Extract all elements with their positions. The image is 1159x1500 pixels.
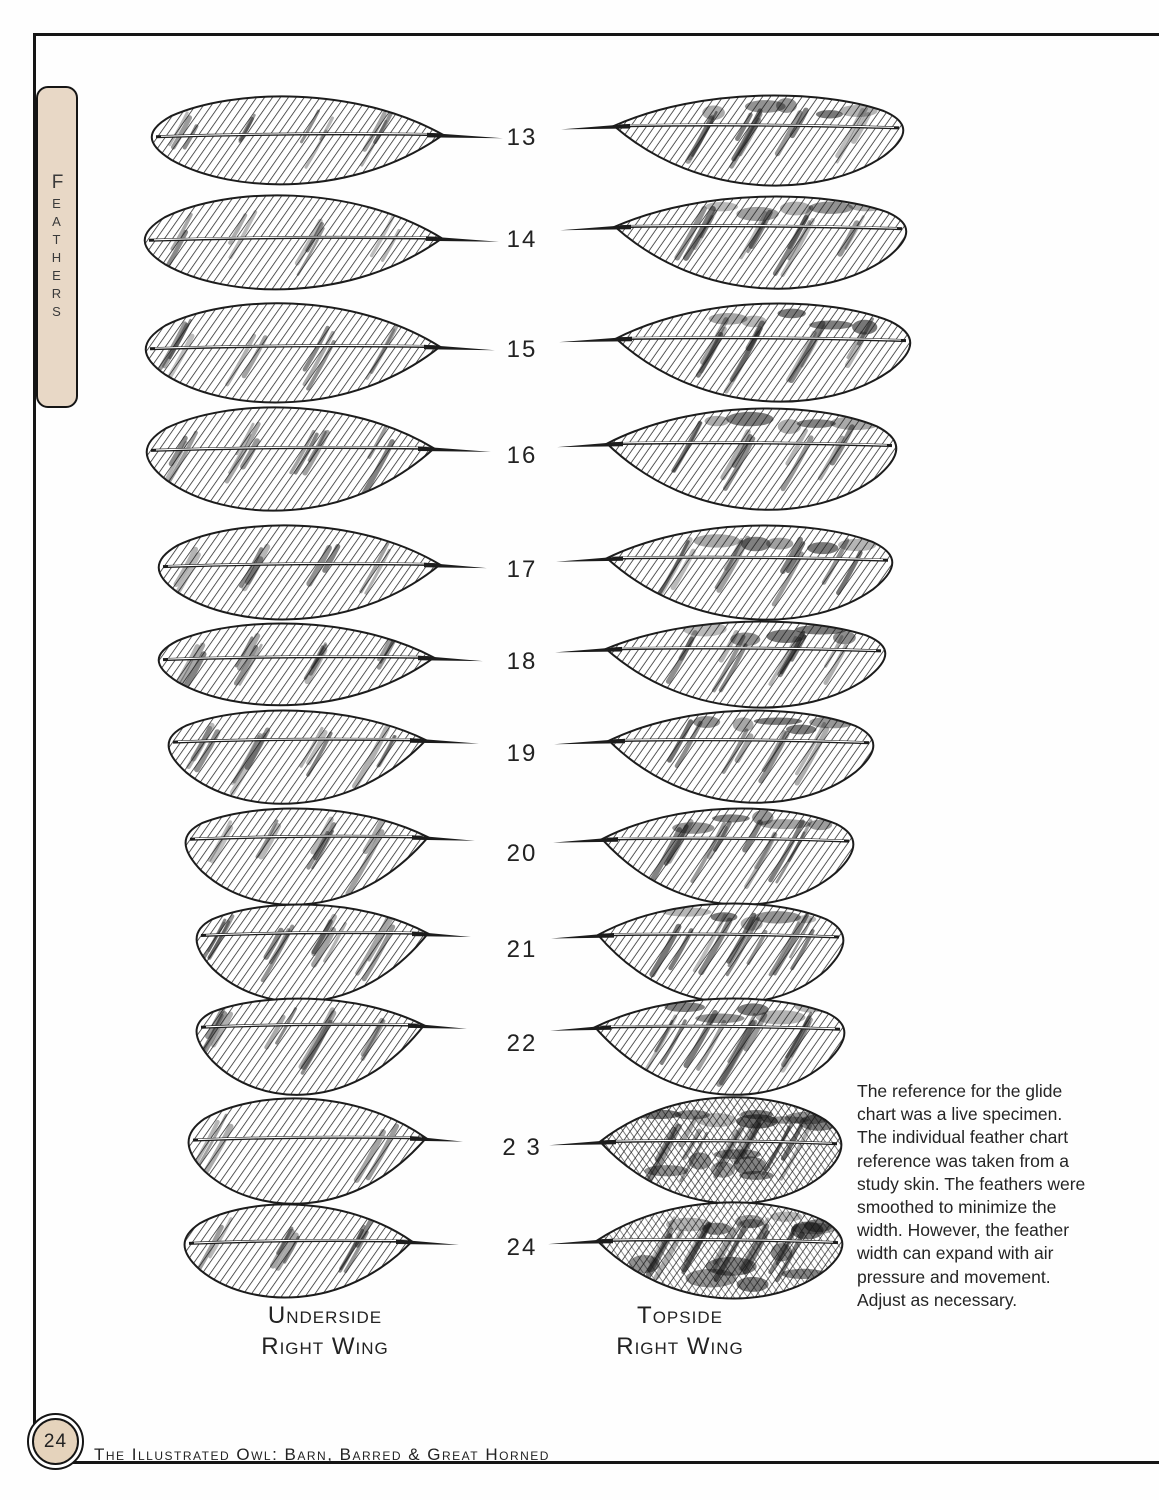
feather-topside-14	[557, 189, 915, 295]
note-paragraph: The reference for the glide chart was a live specimen. The individual feather chart reference was taken from a study skin. The feathers were smoothed to minimize the width. However, the feather width can expand with air pressure and movement. Adjust as necessary.	[857, 1081, 1086, 1310]
feather-topside-18	[552, 614, 894, 714]
feathers-tab-label: Feathers	[47, 172, 68, 322]
feather-topside-holder-18	[552, 614, 894, 714]
feather-topside-holder-20	[550, 801, 862, 911]
feather-underside-13	[143, 89, 506, 191]
feather-number: 16	[506, 442, 538, 469]
feather-topside-holder-14	[557, 189, 915, 295]
feather-topside-13	[558, 88, 912, 192]
feather-topside-17	[553, 518, 901, 626]
feather-underside-14	[136, 188, 502, 296]
feather-underside-holder-17	[150, 518, 490, 626]
feather-number: 20	[506, 840, 538, 867]
feather-number: 17	[506, 556, 538, 583]
feather-underside-holder-20	[177, 801, 478, 911]
feather-number: 2 3	[502, 1134, 542, 1161]
feather-topside-23	[546, 1090, 850, 1210]
underside-label-line1: Underside	[267, 1302, 383, 1329]
feather-number: 18	[506, 648, 538, 675]
feather-topside-20	[550, 801, 862, 911]
feather-underside-holder-22	[188, 991, 470, 1101]
feather-number: 14	[506, 226, 538, 253]
feather-underside-holder-18	[150, 616, 486, 712]
feather-topside-holder-23	[546, 1090, 850, 1210]
feather-topside-holder-22	[547, 991, 853, 1101]
underside-column-label	[205, 1300, 445, 1362]
feather-topside-22	[547, 991, 853, 1101]
feather-underside-22	[188, 991, 470, 1101]
page-number: 24	[32, 1418, 79, 1465]
feather-topside-holder-15	[556, 296, 919, 408]
feather-number: 13	[506, 124, 538, 151]
feather-underside-18	[150, 616, 486, 712]
page-number-badge	[27, 1413, 84, 1470]
feather-topside-19	[551, 703, 882, 809]
feather-underside-holder-13	[143, 89, 506, 191]
feather-number: 24	[506, 1234, 538, 1261]
topside-label-line2: Right Wing	[616, 1333, 744, 1360]
feather-topside-holder-13	[558, 88, 912, 192]
feather-underside-20	[177, 801, 478, 911]
feather-number: 22	[506, 1030, 538, 1057]
feather-underside-holder-19	[160, 703, 482, 810]
feather-topside-24	[545, 1195, 851, 1305]
feather-topside-holder-16	[554, 401, 905, 516]
feather-underside-holder-14	[136, 188, 502, 296]
feather-topside-holder-19	[551, 703, 882, 809]
topside-column-label	[565, 1300, 795, 1362]
feather-number: 15	[506, 336, 538, 363]
feather-underside-16	[138, 400, 494, 517]
feather-underside-24	[176, 1197, 462, 1304]
feather-underside-15	[137, 296, 498, 409]
feather-number: 19	[506, 740, 538, 767]
feather-number: 21	[506, 936, 538, 963]
feather-topside-15	[556, 296, 919, 408]
feather-underside-holder-15	[137, 296, 498, 409]
feather-topside-holder-24	[545, 1195, 851, 1305]
feather-underside-holder-24	[176, 1197, 462, 1304]
feather-underside-19	[160, 703, 482, 810]
feather-underside-17	[150, 518, 490, 626]
feather-underside-holder-23	[180, 1091, 466, 1210]
feather-underside-23	[180, 1091, 466, 1210]
feather-underside-holder-16	[138, 400, 494, 517]
feather-topside-holder-17	[553, 518, 901, 626]
underside-label-line2: Right Wing	[261, 1333, 389, 1360]
feather-topside-16	[554, 401, 905, 516]
book-title: The Illustrated Owl: Barn, Barred & Great Horned	[94, 1445, 550, 1464]
topside-label-line1: Topside	[637, 1302, 723, 1329]
